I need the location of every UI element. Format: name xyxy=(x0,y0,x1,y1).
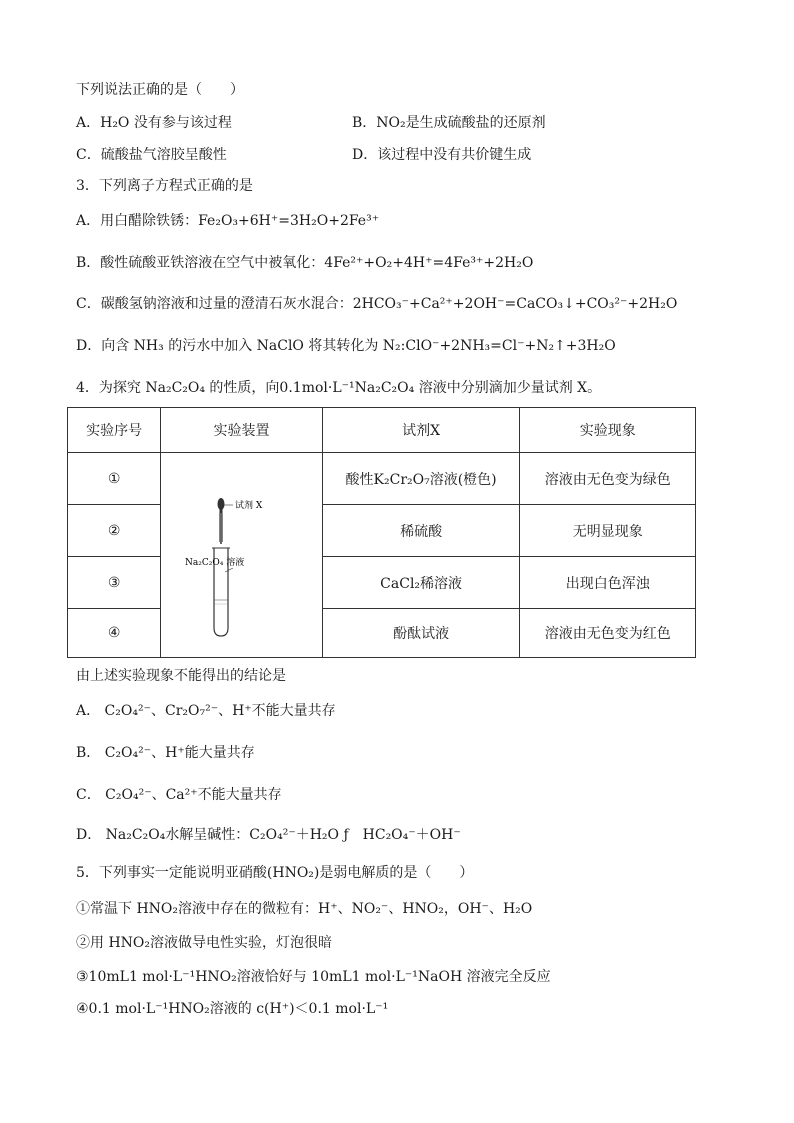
row-number: ④ xyxy=(107,625,121,641)
table-row xyxy=(68,453,696,505)
q3-stem: 3．下列离子方程式正确的是 xyxy=(76,178,253,194)
header-cell: 实验装置 xyxy=(161,408,323,453)
q3-option-a[interactable]: A．用白醋除铁锈：Fe₂O₃+6H⁺=3H₂O+2Fe³⁺ xyxy=(76,213,380,229)
q5-stem: 5．下列事实一定能说明亚硝酸(HNO₂)是弱电解质的是（ ） xyxy=(76,865,474,881)
experiment-table xyxy=(67,407,696,658)
q3-option-c[interactable]: C．碳酸氢钠溶液和过量的澄清石灰水混合：2HCO₃⁻+Ca²⁺+2OH⁻=CaCO₃↓+CO₃²⁻+2H₂O xyxy=(76,296,678,312)
reagent-cell: 稀硫酸 xyxy=(322,505,520,557)
header-cell: 实验现象 xyxy=(520,408,696,453)
q3-option-d[interactable]: D．向含 NH₃ 的污水中加入 NaClO 将其转化为 N₂:ClO⁻+2NH₃=Cl⁻+N₂↑+3H₂O xyxy=(76,338,616,354)
phenomenon-cell: 无明显现象 xyxy=(520,505,696,557)
row-number: ③ xyxy=(107,574,121,591)
row-number-cell xyxy=(68,609,161,658)
table-header-row xyxy=(68,408,696,453)
row-number-cell xyxy=(68,557,161,609)
q4-option-a[interactable]: A． C₂O₄²⁻、Cr₂O₇²⁻、H⁺不能大量共存 xyxy=(76,703,336,719)
q4-conclusion-stem: 由上述实验现象不能得出的结论是 xyxy=(76,668,286,684)
q2-option-d[interactable]: D．该过程中没有共价键生成 xyxy=(352,147,532,163)
row-number-cell xyxy=(68,453,161,505)
q4-option-c[interactable]: C． C₂O₄²⁻、Ca²⁺不能大量共存 xyxy=(76,787,282,803)
header-cell: 试剂X xyxy=(322,408,520,453)
reagent-cell: 酸性K₂Cr₂O₇溶液(橙色) xyxy=(322,453,520,505)
q2-option-a[interactable]: A．H₂O 没有参与该过程 xyxy=(76,115,232,131)
q5-item-2[interactable]: ②用 HNO₂溶液做导电性实验，灯泡很暗 xyxy=(76,935,332,951)
apparatus-cell xyxy=(161,453,323,658)
row-number: ② xyxy=(107,522,121,539)
row-number: ① xyxy=(107,470,121,487)
row-number-cell xyxy=(68,505,161,557)
q2-option-c[interactable]: C．硫酸盐气溶胶呈酸性 xyxy=(76,147,227,163)
q2-stem: 下列说法正确的是（ ） xyxy=(76,82,244,98)
q5-item-3[interactable]: ③10mL1 mol·L⁻¹HNO₂溶液恰好与 10mL1 mol·L⁻¹NaOH 溶液完全反应 xyxy=(76,969,551,985)
q4-option-d[interactable]: D． Na₂C₂O₄水解呈碱性：C₂O₄²⁻＋H₂O ƒ HC₂O₄⁻＋OH⁻ xyxy=(76,827,461,843)
reagent-cell: CaCl₂稀溶液 xyxy=(322,557,520,609)
phenomenon-cell: 溶液由无色变为红色 xyxy=(520,609,696,658)
phenomenon-cell: 出现白色浑浊 xyxy=(520,557,696,609)
q5-item-4[interactable]: ④0.1 mol·L⁻¹HNO₂溶液的 c(H⁺)＜0.1 mol·L⁻¹ xyxy=(76,1001,389,1017)
header-cell: 实验序号 xyxy=(68,408,161,453)
phenomenon-cell: 溶液由无色变为绿色 xyxy=(520,453,696,505)
q4-stem: 4．为探究 Na₂C₂O₄ 的性质，向0.1mol·L⁻¹Na₂C₂O₄ 溶液中分别滴加少量试剂 X。 xyxy=(76,380,602,396)
q3-option-b[interactable]: B．酸性硫酸亚铁溶液在空气中被氧化：4Fe²⁺+O₂+4H⁺=4Fe³⁺+2H₂O xyxy=(76,255,534,271)
test-tube-dropper-icon xyxy=(167,458,317,648)
q5-item-1[interactable]: ①常温下 HNO₂溶液中存在的微粒有：H⁺、NO₂⁻、HNO₂，OH⁻、H₂O xyxy=(76,901,533,917)
tube-label: Na₂C₂O₄ 溶液 xyxy=(184,558,244,568)
q4-option-b[interactable]: B． C₂O₄²⁻、H⁺能大量共存 xyxy=(76,745,255,761)
q2-option-b[interactable]: B．NO₂是生成硫酸盐的还原剂 xyxy=(352,115,546,131)
reagent-cell: 酚酞试液 xyxy=(322,609,520,658)
dropper-label: 试剂 X xyxy=(234,501,262,511)
